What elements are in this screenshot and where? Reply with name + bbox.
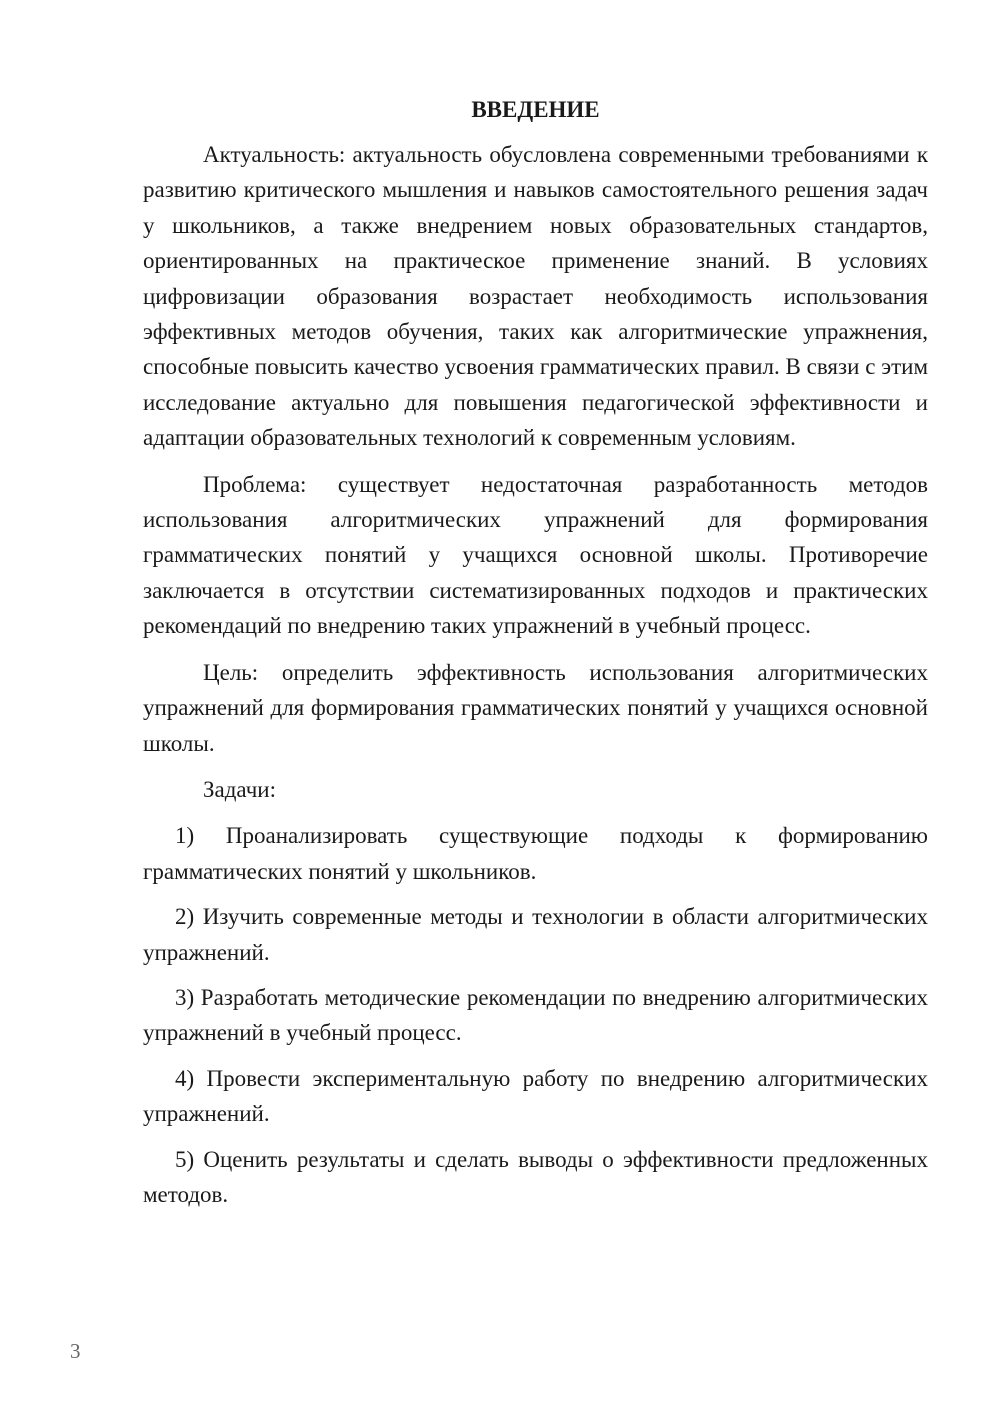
problem-paragraph: Проблема: существует недостаточная разработанность методов использования алгоритмических упражнений для формирования грамматических понятий у учащихся основной школы. Противоречие заключается в отсутствии систематизированных подходов и практических рекомендаций по внедрению таких упражнений в учебный процесс. (143, 471, 928, 639)
tasks-heading: Задачи: (203, 776, 276, 802)
task-item-2: 2) Изучить современные методы и технологии в области алгоритмических упражнений. (143, 904, 928, 965)
task-item-4: 4) Провести экспериментальную работу по внедрению алгоритмических упражнений. (143, 1065, 928, 1127)
task-item-5: 5) Оценить результаты и сделать выводы о эффективности предложенных методов. (143, 1146, 928, 1207)
task-item-3: 3) Разработать методические рекомендации по внедрению алгоритмических упражнений в учебный процесс. (143, 984, 928, 1046)
task-item-1: 1) Проанализировать существующие подходы к формированию грамматических понятий у школьников. (143, 823, 928, 884)
goal-paragraph: Цель: определить эффективность использования алгоритмических упражнений для формирования грамматических понятий у учащихся основной школы. (143, 659, 928, 756)
section-title: ВВЕДЕНИЕ (471, 97, 600, 122)
relevance-paragraph: Актуальность: актуальность обусловлена современными требованиями к развитию критического мышления и навыков самостоятельного решения задач у школьников, а также внедрением новых образовательных стандартов, ориентированных на практическое применение знаний. В условиях цифровизации образования возрастает необходимость использования эффективных методов обучения, таких как алгоритмические упражнения, способные повысить качество усвоения грамматических правил. В связи с этим исследование актуально для повышения педагогической эффективности и адаптации образовательных технологий к современным условиям. (143, 142, 928, 451)
document-page (143, 92, 928, 1212)
page-number: 3 (70, 1339, 81, 1363)
